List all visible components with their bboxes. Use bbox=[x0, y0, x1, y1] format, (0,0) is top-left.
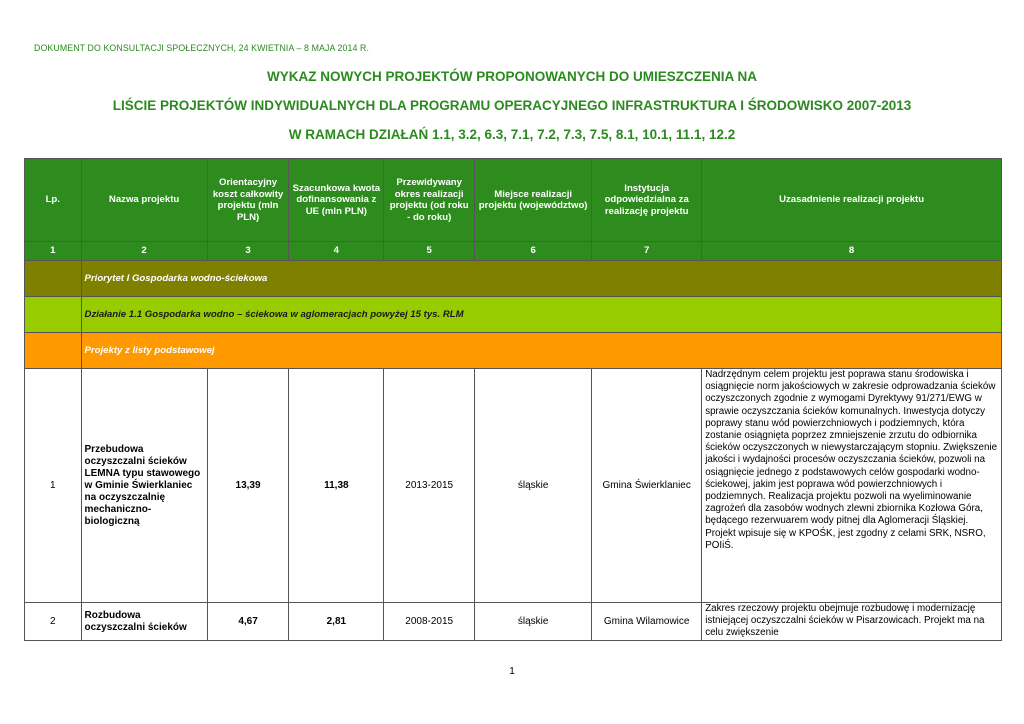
row-institution: Gmina Wilamowice bbox=[592, 603, 702, 641]
column-number-row bbox=[25, 242, 1002, 261]
list-band-label: Projekty z listy podstawowej bbox=[81, 333, 1001, 369]
band-empty-cell bbox=[25, 297, 82, 333]
row-lp: 1 bbox=[25, 369, 82, 603]
column-header-period: Przewidywany okres realizacji projektu (od roku - do roku) bbox=[384, 159, 475, 242]
row-voivodeship: śląskie bbox=[475, 369, 592, 603]
column-number: 4 bbox=[289, 242, 384, 261]
row-voivodeship: śląskie bbox=[475, 603, 592, 641]
column-number: 3 bbox=[207, 242, 289, 261]
column-header-justification: Uzasadnienie realizacji projektu bbox=[702, 159, 1002, 242]
consultation-note: DOKUMENT DO KONSULTACJI SPOŁECZNYCH, 24 KWIETNIA – 8 MAJA 2014 R. bbox=[34, 43, 369, 53]
justification-paragraph: Projekt wpisuje się w KPOŚK, jest zgodny z celami SRK, NSRO, POIiŚ. bbox=[705, 527, 986, 551]
action-band-label: Działanie 1.1 Gospodarka wodno – ściekowa w aglomeracjach powyżej 15 tys. RLM bbox=[81, 297, 1001, 333]
row-project-name: Rozbudowa oczyszczalni ścieków bbox=[81, 603, 207, 641]
column-number: 7 bbox=[592, 242, 702, 261]
column-header-name: Nazwa projektu bbox=[81, 159, 207, 242]
row-project-name: Przebudowa oczyszczalni ścieków LEMNA typu stawowego w Gminie Świerklaniec na oczyszczalnię mechaniczno-biologiczną bbox=[81, 369, 207, 603]
column-number: 6 bbox=[475, 242, 592, 261]
column-number: 5 bbox=[384, 242, 475, 261]
row-justification bbox=[702, 369, 1002, 603]
priority-band-label: Priorytet I Gospodarka wodno-ściekowa bbox=[81, 261, 1001, 297]
column-header-place: Miejsce realizacji projektu (województwo) bbox=[475, 159, 592, 242]
document-title-line-2: LIŚCIE PROJEKTÓW INDYWIDUALNYCH DLA PROGRAMU OPERACYJNEGO INFRASTRUKTURA I ŚRODOWISKO 2007-2013 bbox=[112, 98, 912, 113]
row-period: 2008-2015 bbox=[384, 603, 475, 641]
row-total-cost: 13,39 bbox=[207, 369, 289, 603]
row-lp: 2 bbox=[25, 603, 82, 641]
priority-band-row bbox=[25, 261, 1002, 297]
column-header-funding: Szacunkowa kwota dofinansowania z UE (mln PLN) bbox=[289, 159, 384, 242]
page-number: 1 bbox=[509, 666, 515, 677]
row-total-cost: 4,67 bbox=[207, 603, 289, 641]
row-eu-funding: 2,81 bbox=[289, 603, 384, 641]
column-header-institution: Instytucja odpowiedzialna za realizację projektu bbox=[592, 159, 702, 242]
list-band-row bbox=[25, 333, 1002, 369]
column-number: 2 bbox=[81, 242, 207, 261]
row-institution: Gmina Świerklaniec bbox=[592, 369, 702, 603]
band-empty-cell bbox=[25, 333, 82, 369]
column-number: 8 bbox=[702, 242, 1002, 261]
column-header-lp: Lp. bbox=[25, 159, 82, 242]
justification-paragraph: Zakres rzeczowy projektu obejmuje rozbudowę i modernizację istniejącej oczyszczalni ścieków w Pisarzowicach. Projekt ma na celu zwiększenie bbox=[705, 603, 985, 639]
band-empty-cell bbox=[25, 261, 82, 297]
action-band-row bbox=[25, 297, 1002, 333]
row-period: 2013-2015 bbox=[384, 369, 475, 603]
document-title-line-1: WYKAZ NOWYCH PROJEKTÓW PROPONOWANYCH DO UMIESZCZENIA NA bbox=[266, 69, 757, 84]
table-row bbox=[25, 603, 1002, 641]
row-eu-funding: 11,38 bbox=[289, 369, 384, 603]
document-title-line-3: W RAMACH DZIAŁAŃ 1.1, 3.2, 6.3, 7.1, 7.2, 7.3, 7.5, 8.1, 10.1, 11.1, 12.2 bbox=[288, 127, 736, 142]
column-number: 1 bbox=[25, 242, 82, 261]
justification-paragraph: Nadrzędnym celem projektu jest poprawa stanu środowiska i osiągnięcie norm jakościowych w zakresie odprowadzania ścieków oczyszczonych zgodnie z wymogami Dyrektywy 91/271/EWG w sprawie oczyszczania ścieków komunalnych. Inwestycja dotyczy poprawy stanu wód powierzchniowych i podziemnych, która zostanie osiągnięta poprzez zmniejszenie zrzutu do odbiornika ścieków oczyszczonych w niewystarczającym stopniu. Zwiększenie jakości i wydajności procesów oczyszczania ścieków, pozwoli na osiągnięcie jednego z podstawowych celów gospodarki wodno-ściekowej, jakim jest poprawa wód powierzchniowych i podziemnych. Realizacja projektu pozwoli na wyeliminowanie zagrożeń dla zasobów wodnych zlewni zbiornika Kozłowa Góra, będącego rezerwuarem wody pitnej dla Aglomeracji Śląskiej. bbox=[705, 369, 998, 527]
table-header-row bbox=[25, 159, 1002, 242]
column-header-cost: Orientacyjny koszt całkowity projektu (mln PLN) bbox=[207, 159, 289, 242]
row-justification bbox=[702, 603, 1002, 641]
projects-table bbox=[24, 158, 1002, 641]
table-row bbox=[25, 369, 1002, 603]
